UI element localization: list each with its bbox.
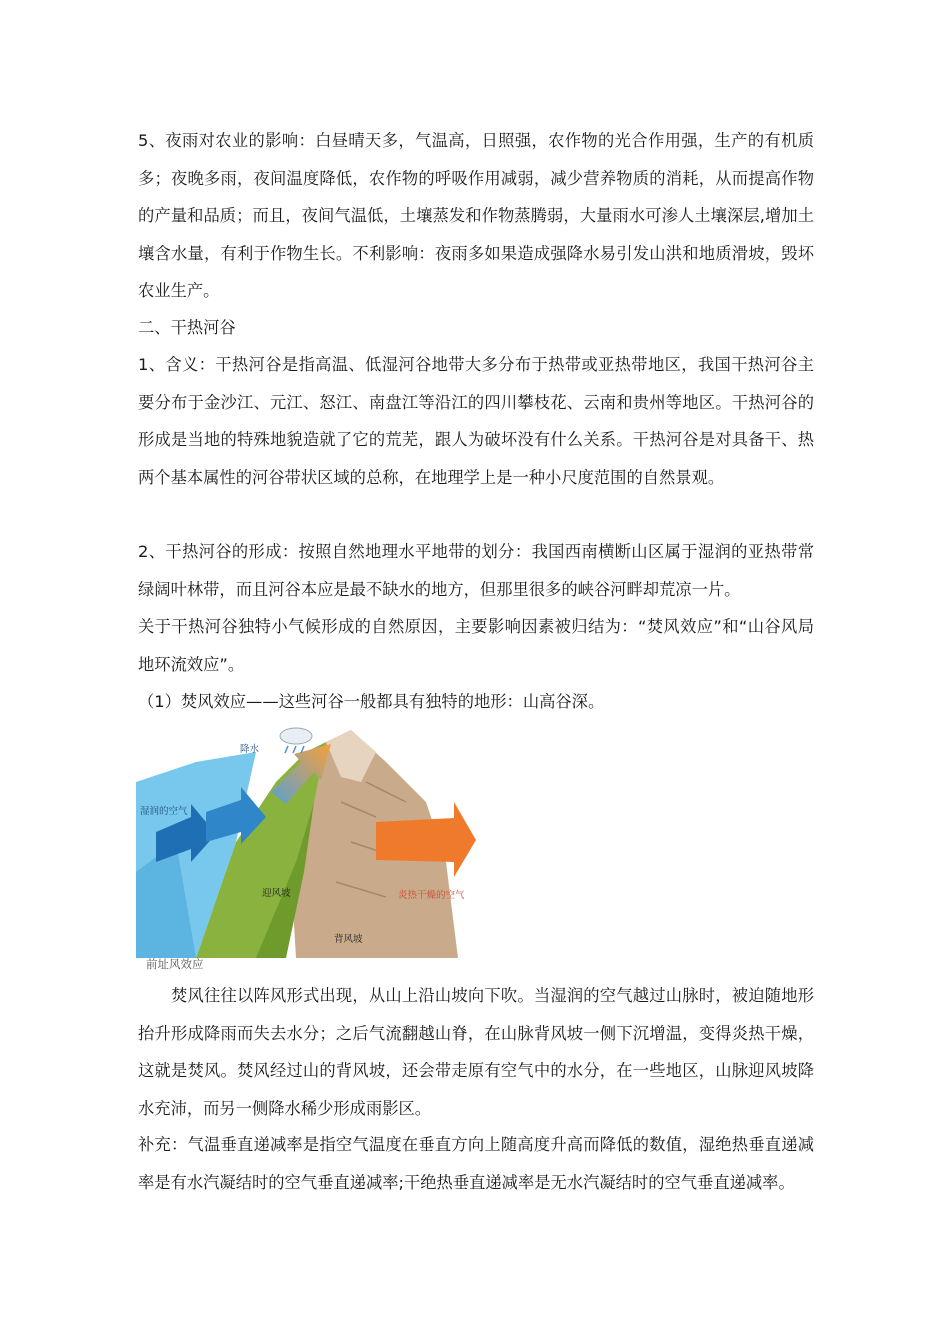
paragraph-definition: 1、含义：干热河谷是指高温、低湿河谷地带大多分布于热带或亚热带地区，我国干热河谷主要分布于金沙江、元江、怒江、南盘江等沿江的四川攀枝花、云南和贵州等地区。干热河谷的形成是当地的特殊地貌造就了它的荒芜，跟人为破坏没有什么关系。干热河谷是对具备干、热两个基本属性的河谷带状区域的总称，在地理学上是一种小尺度范围的自然景观。 xyxy=(138,355,814,487)
rain-cloud-icon xyxy=(280,728,312,744)
label-hot-dry-air: 炎热干燥的空气 xyxy=(398,890,465,901)
paragraph-foehn-explanation: 焚风往往以阵风形式出现，从山上沿山坡向下吹。当湿润的空气越过山脉时，被迫随地形抬升形成降雨而失去水分；之后气流翻越山脊，在山脉背风坡一侧下沉增温，变得炎热干燥，这就是焚风。焚风经过山的背风坡，还会带走原有空气中的水分，在一些地区，山脉迎风坡降水充沛，而另一侧降水稀少形成雨影区。 xyxy=(138,986,814,1118)
paragraph-supplement-lapse-rate: 补充：气温垂直递减率是指空气温度在垂直方向上随高度升高而降低的数值，湿绝热垂直递减率是有水汽凝结时的空气垂直递减率;干绝热垂直递减率是无水汽凝结时的空气垂直递减率。 xyxy=(138,1135,814,1192)
label-windward-slope: 迎风坡 xyxy=(262,888,291,899)
label-leeward-slope: 背风坡 xyxy=(334,934,363,945)
label-moist-air: 湿润的空气 xyxy=(140,806,188,817)
foehn-diagram-svg xyxy=(136,722,476,958)
paragraph-night-rain-agriculture: 5、夜雨对农业的影响：白昼晴天多，气温高，日照强，农作物的光合作用强，生产的有机质多；夜晚多雨，夜间温度降低，农作物的呼吸作用减弱，减少营养物质的消耗，从而提高作物的产量和品质；而且，夜间气温低，土壤蒸发和作物蒸腾弱，大量雨水可渗人土壤深层,增加土壤含水量，有利于作物生长。不利影响：夜雨多如果造成强降水易引发山洪和地质滑坡，毁坏农业生产。 xyxy=(138,131,814,300)
label-rain: 降水 xyxy=(240,744,260,755)
section-heading-dry-hot-valley: 二、干热河谷 xyxy=(138,318,236,337)
foehn-effect-diagram xyxy=(136,722,476,958)
figure-caption: 前址风效应 xyxy=(146,957,204,971)
paragraph-foehn-subheading: （1）焚风效应——这些河谷一般都具有独特的地形：山高谷深。 xyxy=(138,692,605,711)
paragraph-formation: 2、干热河谷的形成：按照自然地理水平地带的划分：我国西南横断山区属于湿润的亚热带常绿阔叶林带，而且河谷本应是最不缺水的地方，但那里很多的峡谷河畔却荒凉一片。 xyxy=(138,542,814,599)
rain-drops xyxy=(285,746,304,753)
paragraph-natural-causes: 关于干热河谷独特小气候形成的自然原因，主要影响因素被归结为：“焚风效应”和“山谷风局地环流效应”。 xyxy=(138,617,814,674)
